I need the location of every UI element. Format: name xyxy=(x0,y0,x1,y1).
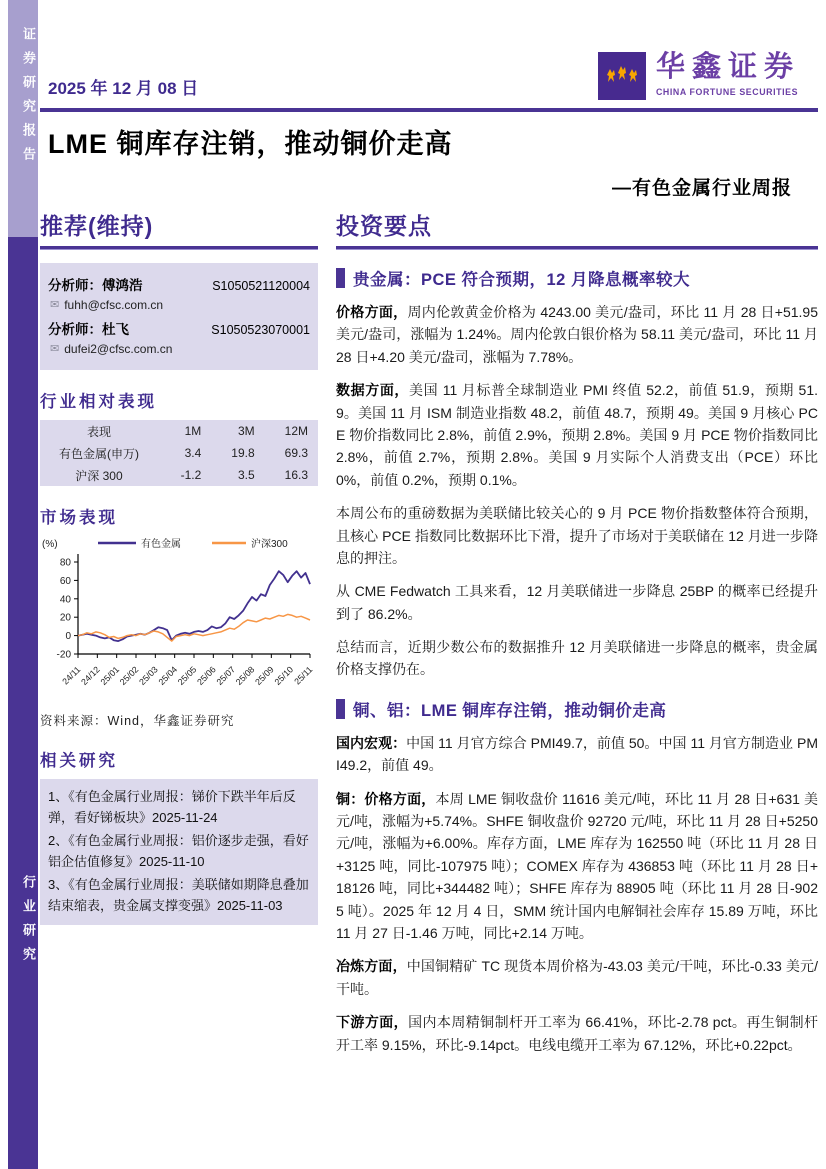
y-tick-label: 0 xyxy=(65,631,71,643)
relative-performance-table xyxy=(40,420,318,486)
table-header-row xyxy=(40,420,318,442)
sidebar-label-securities-research: 证券研究报告 xyxy=(21,27,36,171)
related-research-item: 3、《有色金属行业周报：美联储如期降息叠加结束缩表，贵金属支撑变强》2025-11-03 xyxy=(48,877,309,914)
analyst-name: 分析师：杜飞 xyxy=(48,322,129,337)
body-paragraph: 铜：价格方面，本周 LME 铜收盘价 11616 美元/吨，环比 11 月 28 日+631 美元/吨，涨幅为+5.74%。SHFE 铜收盘价 92720 元/吨，环比 11 月 28 日+5250 元/吨，涨幅为+6.00%。库存方面，LME 库存为 162550 吨（环比 11 月 28 日+3125 吨，同比-107975 吨）；COMEX 库存为 436853 吨（环比 11 月 28 日+18126 吨，同比+344482 吨）；SHFE 库存为 88905 吨（环比 11 月 28 日-9025 吨）。2025 年 12 月 4 日，SMM 统计国内电解铜社会库存 15.89 万吨，环比 11 月 27 日-1.46 万吨，同比+2.14 万吨。 xyxy=(336,790,818,941)
table-cell: -1.2 xyxy=(180,468,202,482)
body-paragraph: 冶炼方面，中国铜精矿 TC 现货本周价格为-43.03 美元/干吨，环比-0.33 美元/干吨。 xyxy=(336,958,819,997)
section-heading xyxy=(336,266,818,290)
x-tick-label: 25/11 xyxy=(292,664,315,687)
legend-label-metals: 有色金属 xyxy=(141,539,181,550)
market-performance-chart xyxy=(40,534,318,707)
x-tick-label: 24/12 xyxy=(79,664,102,687)
x-tick-label: 25/05 xyxy=(175,664,199,687)
table-cell: 16.3 xyxy=(284,468,308,482)
table-cell: 有色金属(申万) xyxy=(58,446,139,461)
rating-rule xyxy=(40,246,318,250)
analyst-box xyxy=(40,263,318,370)
body-paragraph: 从 CME Fedwatch 工具来看，12 月美联储进一步降息 25BP 的概率已经提升到了 86.2%。 xyxy=(336,583,818,622)
analyst-email xyxy=(50,298,310,312)
body-paragraph: 本周公布的重磅数据为美联储比较关心的 9 月 PCE 物价指数整体符合预期，且核心 PCE 指数同比数据环比下滑，提升了市场对于美联储在 12 月进一步降息的押注。 xyxy=(336,505,818,566)
table-header-cell: 12M xyxy=(284,424,308,438)
brand-name: 华鑫证券 xyxy=(655,51,800,83)
paragraph-lead: 冶炼方面， xyxy=(336,958,407,975)
x-tick-label: 25/01 xyxy=(98,664,122,687)
analyst-code: S1050521120004 xyxy=(212,279,310,293)
section-bar-icon xyxy=(336,268,345,288)
section-heading-text: 贵金属：PCE 符合预期，12 月降息概率较大 xyxy=(353,271,690,289)
related-research-heading: 相关研究 xyxy=(40,752,118,770)
related-research-item: 1、《有色金属行业周报：锑价下跌半年后反弹，看好锑板块》2025-11-24 xyxy=(48,789,296,826)
key-points-body xyxy=(336,266,818,1056)
y-tick-label: -20 xyxy=(56,649,71,661)
report-date: 2025 年 12 月 08 日 xyxy=(48,79,199,98)
paragraph-lead: 铜：价格方面， xyxy=(336,790,436,807)
table-header-cell: 表现 xyxy=(86,424,111,439)
chart-unit-label: (%) xyxy=(42,539,58,550)
relative-performance-heading: 行业相对表现 xyxy=(40,393,157,411)
section-heading-text: 铜、铝：LME 铜库存注销，推动铜价走高 xyxy=(353,701,667,720)
table-cell: 沪深 300 xyxy=(75,468,123,483)
legend-label-csi300: 沪深300 xyxy=(251,539,288,550)
related-research-item: 2、《有色金属行业周报：铝价逐步走强，看好铝企估值修复》2025-11-10 xyxy=(48,833,309,870)
x-tick-label: 25/10 xyxy=(272,664,296,687)
envelope-icon: ✉ xyxy=(50,342,60,355)
x-tick-label: 25/03 xyxy=(137,664,160,687)
analyst-row xyxy=(48,318,310,338)
key-points-rule xyxy=(336,246,818,250)
x-tick-label: 24/11 xyxy=(60,664,83,687)
y-tick-label: 80 xyxy=(59,557,71,569)
header-rule xyxy=(40,108,818,112)
x-tick-label: 25/07 xyxy=(214,664,238,687)
x-tick-label: 25/02 xyxy=(117,664,141,687)
related-research-list xyxy=(40,779,318,925)
report-type-subtitle: —有色金属行业周报 xyxy=(611,178,792,199)
table-header-cell: 3M xyxy=(237,424,255,438)
y-tick-label: 40 xyxy=(59,594,71,606)
table-cell: 69.3 xyxy=(284,446,308,460)
x-tick-label: 25/09 xyxy=(253,664,276,687)
sidebar-band-bottom xyxy=(8,237,38,1169)
series-csi300 xyxy=(78,614,310,641)
envelope-icon: ✉ xyxy=(50,298,60,311)
paragraph-lead: 数据方面， xyxy=(336,382,410,399)
x-tick-label: 25/08 xyxy=(233,664,257,687)
analyst-name: 分析师：傅鸿浩 xyxy=(48,278,143,293)
table-cell: 3.5 xyxy=(237,468,255,482)
brand-subtitle: CHINA FORTUNE SECURITIES xyxy=(655,86,799,97)
body-paragraph: 下游方面，国内本周精铜制杆开工率为 66.41%，环比-2.78 pct。再生铜制杆开工率 9.15%，环比-9.14pct。电线电缆开工率为 67.12%，环比+0.22pct。 xyxy=(336,1014,818,1053)
key-points-heading: 投资要点 xyxy=(336,213,432,239)
analyst-email-text: fuhh@cfsc.com.cn xyxy=(64,298,164,312)
series-metals xyxy=(78,571,310,641)
body-paragraph: 价格方面，周内伦敦黄金价格为 4243.00 美元/盎司，环比 11 月 28 日+51.95 美元/盎司，涨幅为 1.24%。周内伦敦白银价格为 58.11 美元/盎司，环比 11 月 28 日+4.20 美元/盎司，涨幅为 7.78%。 xyxy=(336,304,819,365)
analyst-row xyxy=(48,274,310,294)
table-header-cell: 1M xyxy=(184,424,202,438)
analyst-email-text: dufei2@cfsc.com.cn xyxy=(64,342,173,356)
table-cell: 3.4 xyxy=(184,446,202,460)
table-row xyxy=(40,464,318,486)
y-tick-label: 60 xyxy=(59,575,71,587)
table-cell: 19.8 xyxy=(231,446,255,460)
body-paragraph: 国内宏观：中国 11 月官方综合 PMI49.7，前值 50。中国 11 月官方制造业 PMI49.2，前值 49。 xyxy=(336,734,818,774)
paragraph-lead: 国内宏观： xyxy=(336,734,407,751)
chart-source-note: 资料来源：Wind，华鑫证券研究 xyxy=(40,714,235,728)
body-paragraph: 数据方面，美国 11 月标普全球制造业 PMI 终值 52.2，前值 51.9，预期 51.9。美国 11 月 ISM 制造业指数 48.2，前值 48.7，预期 49。美国 9 月核心 PCE 物价指数同比 2.8%，前值 2.9%，预期 2.8%。美国 9 月 PCE 物价指数同比 2.8%，前值 2.7%，预期 2.8%。美国 9 月实际个人消费支出（PCE）环比 0%，前值 0.2%，预期 0.1%。 xyxy=(336,382,818,488)
analyst-code: S1050523070001 xyxy=(211,323,310,337)
y-tick-label: 20 xyxy=(59,612,71,624)
table-row xyxy=(40,442,318,464)
market-performance-heading: 市场表现 xyxy=(40,509,118,527)
x-tick-label: 25/06 xyxy=(195,664,218,687)
paragraph-lead: 下游方面， xyxy=(336,1014,409,1031)
body-paragraph: 总结而言，近期少数公布的数据推升 12 月美联储进一步降息的概率，贵金属价格支撑仍在。 xyxy=(336,639,818,678)
paragraph-lead: 价格方面， xyxy=(336,304,408,320)
sidebar-label-industry-research: 行业研究 xyxy=(21,875,36,971)
section-bar-icon xyxy=(336,699,345,719)
analyst-email xyxy=(50,342,310,356)
x-tick-label: 25/04 xyxy=(156,664,180,687)
section-heading xyxy=(336,697,818,721)
rating-heading: 推荐(维持) xyxy=(40,213,154,239)
report-title: LME 铜库存注销，推动铜价走高 xyxy=(48,129,453,159)
